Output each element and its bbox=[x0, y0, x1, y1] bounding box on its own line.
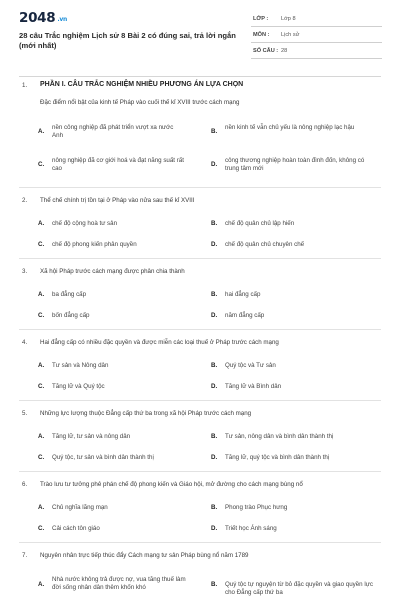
option-text: nền kinh tế vẫn chủ yếu là nông nghiệp lạc hậu bbox=[225, 124, 355, 131]
question-divider bbox=[19, 400, 381, 401]
option-letter: C. bbox=[38, 454, 45, 461]
option-letter: A. bbox=[38, 220, 45, 227]
option-letter: A. bbox=[38, 291, 45, 298]
option-text: năm đẳng cấp bbox=[225, 312, 265, 319]
question-number: 4. bbox=[22, 339, 28, 346]
option-letter: B. bbox=[211, 128, 218, 135]
option-text: chế độ cộng hoà tư sản bbox=[52, 220, 118, 227]
option-letter: C. bbox=[38, 312, 45, 319]
meta-value: Lịch sử bbox=[281, 32, 300, 38]
question-text: Đặc điểm nổi bật của kinh tế Pháp vào cuối thế kỉ XVIII trước cách mạng bbox=[40, 99, 240, 106]
option-letter: B. bbox=[211, 504, 218, 511]
question-number: 6. bbox=[22, 481, 28, 488]
option-letter: B. bbox=[211, 362, 218, 369]
meta-row-subject bbox=[251, 27, 382, 43]
option-text: Phong trào Phục hưng bbox=[225, 504, 288, 511]
question-divider bbox=[19, 542, 381, 543]
option-text: Tăng lữ, quý tộc và bình dân thành thị bbox=[225, 454, 330, 461]
document-header bbox=[0, 0, 400, 72]
option-text: bốn đẳng cấp bbox=[52, 312, 90, 319]
option-letter: A. bbox=[38, 128, 45, 135]
option-letter: B. bbox=[211, 220, 218, 227]
option-text: công thương nghiệp hoàn toàn đình đốn, không có trung tâm mới bbox=[225, 157, 365, 172]
option-letter: B. bbox=[211, 291, 218, 298]
option-text: Quý tộc, tư sản và bình dân thành thị bbox=[52, 454, 154, 461]
option-text: Triết học Ánh sáng bbox=[225, 525, 277, 532]
question-number: 5. bbox=[22, 410, 28, 417]
section-title: PHẦN I. CÂU TRẮC NGHIỆM NHIỀU PHƯƠNG ÁN LỰA CHỌN bbox=[40, 81, 244, 88]
option-text: chế độ phong kiến phân quyền bbox=[52, 241, 137, 248]
question-number: 2. bbox=[22, 197, 28, 204]
logo-domain-text: .vn bbox=[57, 16, 67, 23]
option-text: Nhà nước không trả được nợ, vua tăng thuế làm đời sống nhân dân thêm khốn khó bbox=[52, 576, 186, 591]
option-text: Quý tộc và Tư sản bbox=[225, 362, 276, 369]
question-divider bbox=[19, 258, 381, 259]
option-text: Tư sản và Nông dân bbox=[52, 362, 109, 369]
option-letter: D. bbox=[211, 241, 218, 248]
option-text: Tăng lữ, tư sản và nông dân bbox=[52, 433, 131, 440]
option-letter: C. bbox=[38, 525, 45, 532]
logo-main-text: 2048 bbox=[19, 10, 56, 26]
question-text: Xã hội Pháp trước cách mạng được phân chia thành bbox=[40, 268, 185, 275]
meta-row-question-count bbox=[251, 43, 382, 59]
option-letter: B. bbox=[211, 433, 218, 440]
question-number: 1. bbox=[22, 82, 28, 89]
meta-label: LỚP : bbox=[253, 16, 269, 22]
meta-label: MÔN : bbox=[253, 32, 270, 38]
question-number: 3. bbox=[22, 268, 28, 275]
question-divider bbox=[19, 187, 381, 188]
option-text: Cải cách tôn giáo bbox=[52, 525, 100, 532]
option-text: Chủ nghĩa lãng mạn bbox=[52, 504, 108, 511]
question-text: Trào lưu tư tưởng phê phán chế độ phong kiến và Giáo hội, mở đường cho cách mạng bùng nổ bbox=[40, 481, 303, 488]
document-meta bbox=[251, 11, 382, 59]
question-number: 7. bbox=[22, 552, 28, 559]
option-letter: A. bbox=[38, 581, 45, 588]
option-letter: C. bbox=[38, 383, 45, 390]
question-text: Những lực lượng thuộc Đẳng cấp thứ ba trong xã hội Pháp trước cách mạng bbox=[40, 410, 252, 417]
site-logo[interactable] bbox=[19, 10, 67, 26]
meta-value: Lớp 8 bbox=[281, 16, 296, 22]
option-text: chế độ quân chủ lập hiến bbox=[225, 220, 295, 227]
option-letter: C. bbox=[38, 161, 45, 168]
question-text: Thể chế chính trị tồn tại ở Pháp vào nửa sau thế kỉ XVIII bbox=[40, 197, 195, 204]
header-divider bbox=[19, 76, 381, 77]
option-letter: D. bbox=[211, 161, 218, 168]
meta-label: SỐ CÂU : bbox=[253, 48, 279, 54]
meta-row-class bbox=[251, 11, 382, 27]
option-letter: D. bbox=[211, 312, 218, 319]
option-letter: D. bbox=[211, 525, 218, 532]
option-letter: A. bbox=[38, 362, 45, 369]
question-divider bbox=[19, 471, 381, 472]
option-text: hai đẳng cấp bbox=[225, 291, 261, 298]
option-text: nông nghiệp đã cơ giới hoá và đạt năng suất rất cao bbox=[52, 157, 184, 172]
meta-value: 28 bbox=[281, 48, 288, 54]
option-letter: A. bbox=[38, 433, 45, 440]
document-title: 28 câu Trắc nghiệm Lịch sử 8 Bài 2 có đúng sai, trả lời ngắn (mới nhất) bbox=[19, 31, 236, 50]
option-text: Quý tộc tự nguyện từ bỏ đặc quyền và giao quyền lực cho Đẳng cấp thứ ba bbox=[225, 581, 373, 596]
option-text: Tăng lữ và Quý tộc bbox=[52, 383, 105, 390]
question-text: Nguyên nhân trực tiếp thúc đẩy Cách mạng tư sản Pháp bùng nổ năm 1789 bbox=[40, 552, 249, 559]
option-text: Tăng lữ và Bình dân bbox=[225, 383, 282, 390]
option-letter: D. bbox=[211, 454, 218, 461]
option-text: Tư sản, nông dân và bình dân thành thị bbox=[225, 433, 334, 440]
option-letter: B. bbox=[211, 581, 218, 588]
option-letter: C. bbox=[38, 241, 45, 248]
option-text: chế độ quân chủ chuyên chế bbox=[225, 241, 305, 248]
option-letter: D. bbox=[211, 383, 218, 390]
question-text: Hai đẳng cấp có nhiều đặc quyền và được miễn các loại thuế ở Pháp trước cách mạng bbox=[40, 339, 279, 346]
option-letter: A. bbox=[38, 504, 45, 511]
option-text: ba đẳng cấp bbox=[52, 291, 87, 298]
option-text: nền công nghiệp đã phát triển vượt xa nước Anh bbox=[52, 124, 174, 139]
question-divider bbox=[19, 329, 381, 330]
